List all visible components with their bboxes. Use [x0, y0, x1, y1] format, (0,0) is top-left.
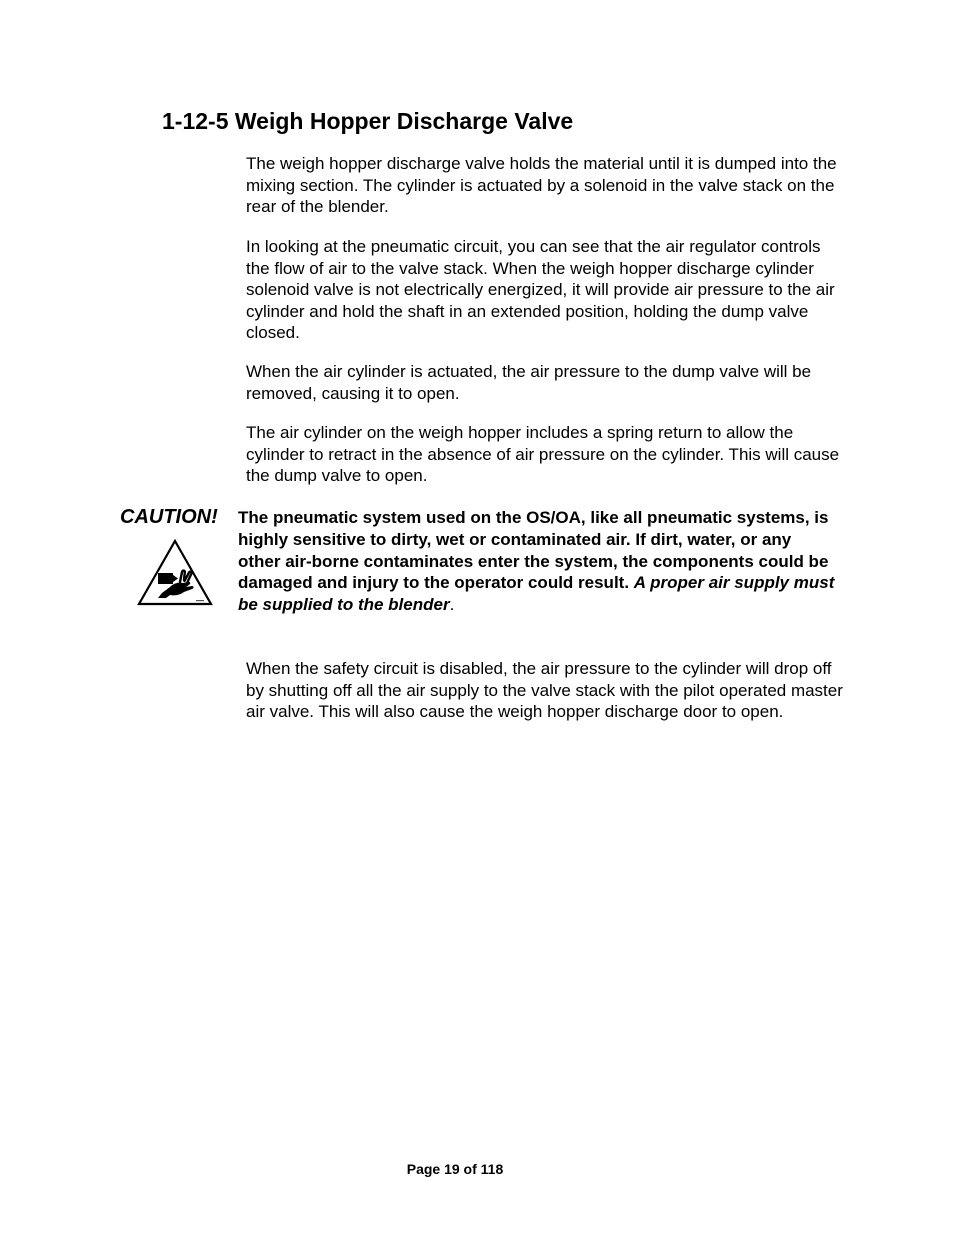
- page-number: Page 19 of 118: [406, 1161, 504, 1177]
- paragraph-pneumatic-circuit: In looking at the pneumatic circuit, you can see that the air regulator controls the flow of air to the valve stack. When the weigh hopper discharge cylinder solenoid valve is not electrically energized, it will provide air pressure to the air cylinder and hold the shaft in an extended position, holding the dump valve closed.: [246, 237, 835, 342]
- caution-end: .: [449, 595, 455, 615]
- paragraph-safety-circuit: When the safety circuit is disabled, the air pressure to the cylinder will drop off by shutting off all the air supply to the valve stack with the pilot operated master air valve. This will also cause the weigh hopper discharge door to open.: [246, 659, 843, 721]
- caution-body: The pneumatic system used on the OS/OA, like all pneumatic systems, is highly sensitive to dirty, wet or contaminated air. If dirt, water, or any other air-borne contaminates enter the system, the components could be damaged and injury to the operator could result.: [238, 508, 829, 593]
- paragraph-discharge-valve-intro: The weigh hopper discharge valve holds the material until it is dumped into the mixing section. The cylinder is actuated by a solenoid in the valve stack on the rear of the blender.: [246, 154, 837, 216]
- caution-emphasis: A proper air supply must be supplied to the blender: [238, 573, 835, 615]
- hand-crush-warning-icon: [136, 538, 214, 608]
- paragraph-spring-return: The air cylinder on the weigh hopper includes a spring return to allow the cylinder to retract in the absence of air pressure on the cylinder. This will cause the dump valve to open.: [246, 423, 840, 485]
- section-heading: 1-12-5 Weigh Hopper Discharge Valve: [162, 108, 574, 134]
- caution-text: [238, 507, 838, 616]
- paragraph-cylinder-actuated: When the air cylinder is actuated, the air pressure to the dump valve will be removed, causing it to open.: [246, 362, 812, 403]
- caution-label: CAUTION!: [120, 506, 218, 528]
